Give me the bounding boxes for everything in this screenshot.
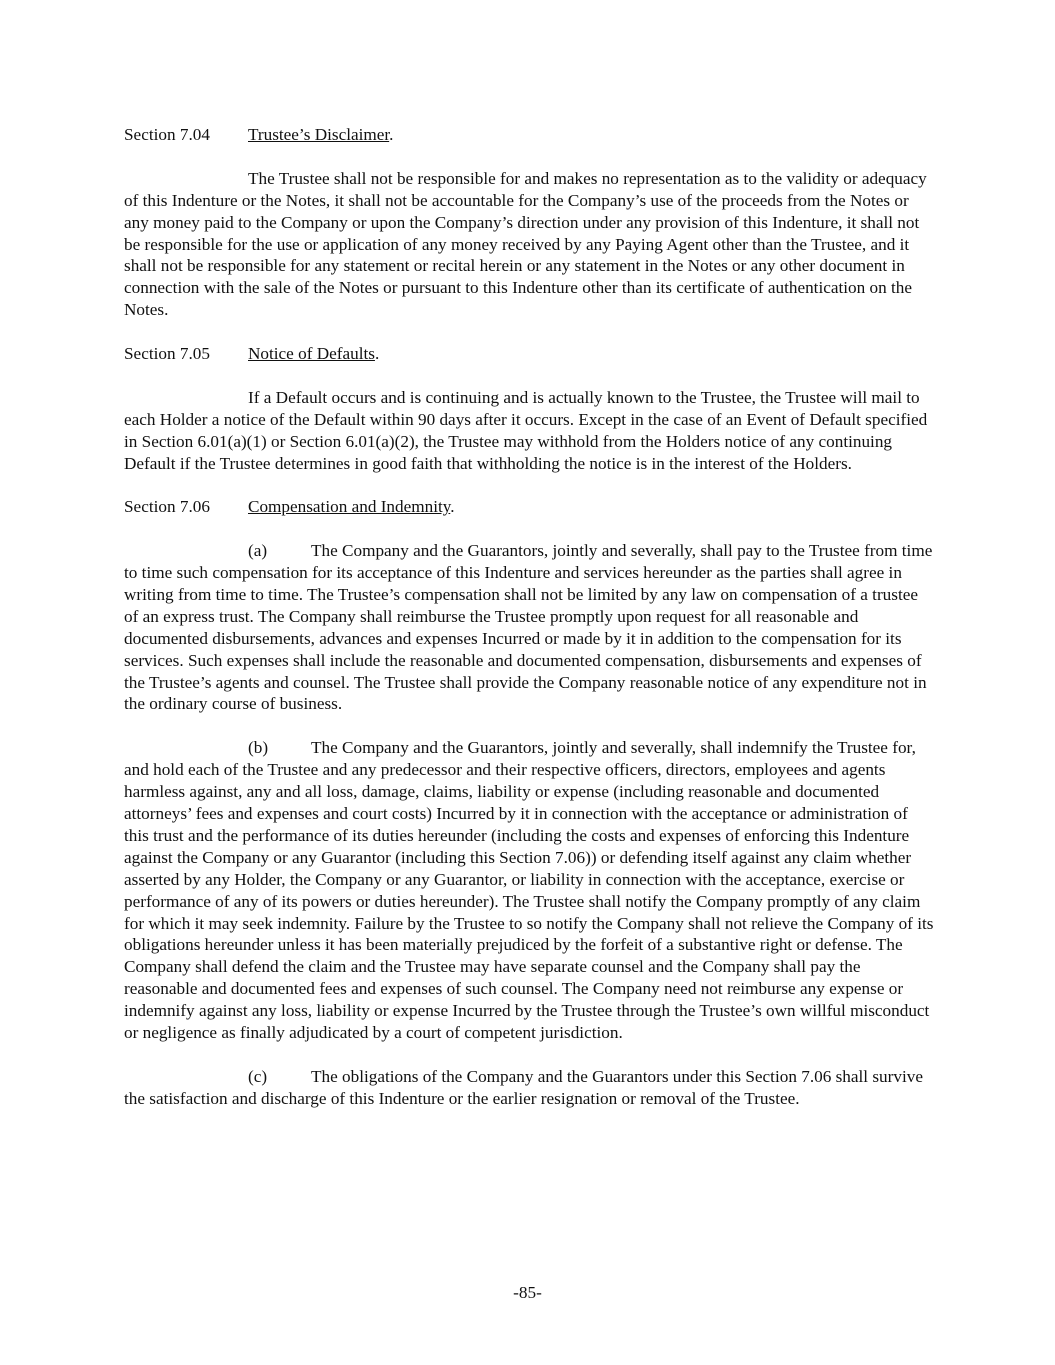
subsection-label: (b) [248, 738, 269, 758]
paragraph [124, 540, 934, 715]
paragraph-text: The Company and the Guarantors, jointly and severally, shall pay to the Trustee from time to time such compensation for its acceptance of this Indenture and services hereunder as the parties shall agree in writing from time to time. The Trustee’s compensation shall not be limited by any law on compensation of a trustee of an express trust. The Company shall reimburse the Trustee promptly upon request for all reasonable and documented disbursements, advances and expenses Incurred or made by it in addition to the compensation for its services. Such expenses shall include the reasonable and documented compensation, disbursements and expenses of the Trustee’s agents and counsel. The Trustee shall provide the Company reasonable notice of any expenditure not in the ordinary course of business. [124, 541, 933, 714]
paragraph-text: The obligations of the Company and the Guarantors under this Section 7.06 shall survive the satisfaction and discharge of this Indenture or the earlier resignation or removal of the Trustee. [124, 1066, 923, 1108]
section-heading: Section 7.05 Notice of Defaults. [124, 344, 380, 364]
paragraph-text: The Company and the Guarantors, jointly and severally, shall indemnify the Trustee for, and hold each of the Trustee and any predecessor and their respective officers, directors, employees and agents harmless against, any and all loss, damage, claims, liability or expense (including reasonable and documented attorneys’ fees and expenses and court costs) Incurred by it in connection with the acceptance or administration of this trust and the performance of its duties hereunder (including the costs and expenses of enforcing this Indenture against the Company or any Guarantor (including this Section 7.06)) or defending itself against any claim whether asserted by any Holder, the Company or any Guarantor, or liability in connection with the acceptance, exercise or performance of any of its powers or duties hereunder). The Trustee shall notify the Company promptly of any claim for which it may seek indemnity. Failure by the Trustee to so notify the Company shall not relieve the Company of its obligations hereunder unless it has been materially prejudiced by the forfeit of a substantive right or defense. The Company shall defend the claim and the Trustee may have separate counsel and the Company shall pay the reasonable and documented fees and expenses of such counsel. The Company need not reimburse any expense or indemnify against any loss, liability or expense Incurred by the Trustee through the Trustee’s own willful misconduct or negligence as finally adjudicated by a court of competent jurisdiction. [124, 738, 934, 1043]
paragraph [124, 387, 934, 475]
section-number: Section 7.05 [124, 344, 210, 364]
paragraph [124, 1066, 934, 1110]
subsection-label: (a) [248, 541, 268, 561]
subsection-label: (c) [248, 1066, 268, 1086]
paragraph-text: If a Default occurs and is continuing and is actually known to the Trustee, the Trustee will mail to each Holder a notice of the Default within 90 days after it occurs. Except in the case of an Event of Default specified in Section 6.01(a)(1) or Section 6.01(a)(2), the Trustee may withhold from the Holders notice of any continuing Default if the Trustee determines in good faith that withholding the notice is in the interest of the Holders. [124, 387, 928, 473]
paragraph-text: The Trustee shall not be responsible for and makes no representation as to the validity or adequacy of this Indenture or the Notes, it shall not be accountable for the Company’s use of the proceeds from the Notes or any money paid to the Company or upon the Company’s direction under any provision of this Indenture, it shall not be responsible for the use or application of any money received by any Paying Agent other than the Trustee, and it shall not be responsible for any statement or recital herein or any statement in the Notes or any other document in connection with the sale of the Notes or pursuant to this Indenture other than its certificate of authentication on the Notes. [124, 168, 927, 320]
section-number: Section 7.04 [124, 125, 210, 144]
section-title: Trustee’s Disclaimer [248, 125, 390, 144]
section-heading: Section 7.06 Compensation and Indemnity. [124, 497, 455, 517]
section-title: Notice of Defaults [248, 344, 375, 364]
section-heading: Section 7.04 Trustee’s Disclaimer. [124, 125, 394, 144]
paragraph [124, 737, 934, 1044]
page-number: -85- [513, 1283, 542, 1302]
section-title: Compensation and Indemnity [248, 497, 451, 517]
section-number: Section 7.06 [124, 497, 210, 517]
paragraph [124, 168, 934, 321]
document-page [124, 124, 934, 1132]
